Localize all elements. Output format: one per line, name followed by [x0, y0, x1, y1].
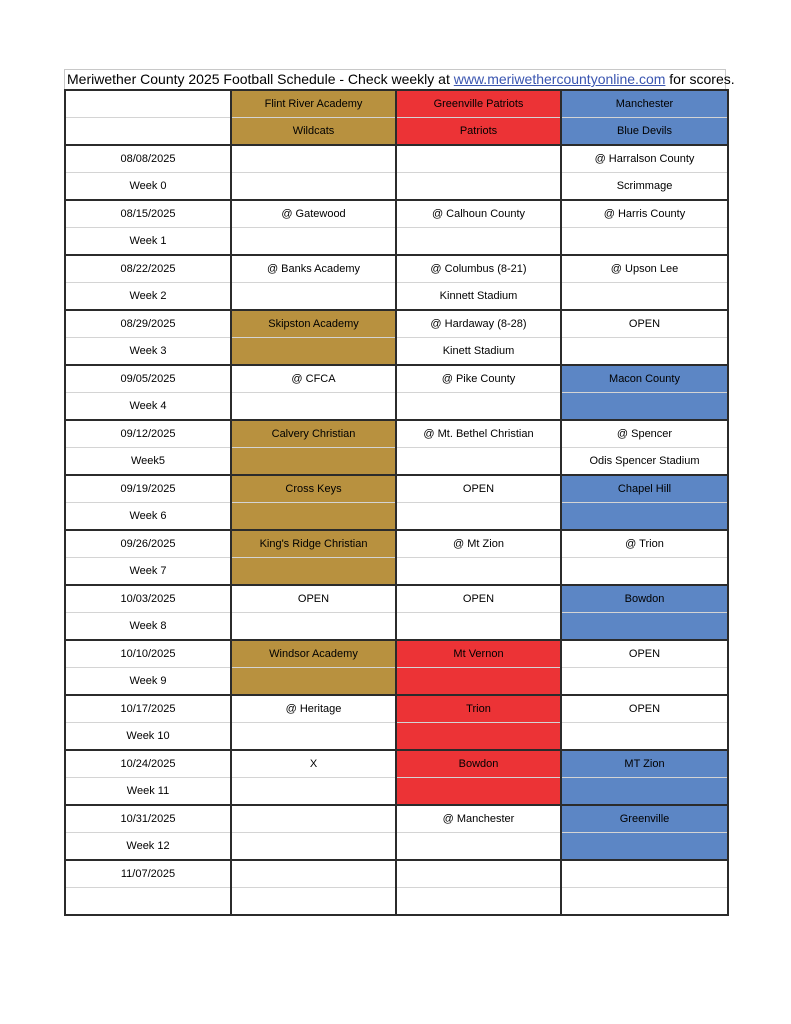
game-date: 09/05/2025: [65, 365, 231, 393]
week-row-bottom: [65, 778, 728, 806]
game-date: 10/31/2025: [65, 805, 231, 833]
week-row-top: [65, 200, 728, 228]
week-row-top: [65, 475, 728, 503]
game-cell-greenville: [396, 668, 561, 696]
game-cell-greenville: @ Mt. Bethel Christian: [396, 420, 561, 448]
game-cell-manchester: @ Trion: [561, 530, 728, 558]
game-cell-greenville: [396, 393, 561, 421]
title-suffix: for scores.: [665, 71, 735, 87]
week-row-bottom: [65, 503, 728, 531]
game-cell-greenville: [396, 723, 561, 751]
week-label: Week 12: [65, 833, 231, 861]
game-cell-greenville: @ Calhoun County: [396, 200, 561, 228]
game-cell-flint-river: [231, 338, 396, 366]
week-row-bottom: [65, 283, 728, 311]
game-cell-greenville: [396, 228, 561, 256]
game-cell-greenville: [396, 448, 561, 476]
game-cell-flint-river: @ CFCA: [231, 365, 396, 393]
game-cell-flint-river: OPEN: [231, 585, 396, 613]
week-row-top: [65, 310, 728, 338]
game-cell-manchester: @ Spencer: [561, 420, 728, 448]
week-row-bottom: [65, 173, 728, 201]
game-cell-greenville: [396, 613, 561, 641]
game-cell-greenville: Mt Vernon: [396, 640, 561, 668]
game-cell-flint-river: Skipston Academy: [231, 310, 396, 338]
week-label: Week 9: [65, 668, 231, 696]
game-cell-manchester: [561, 833, 728, 861]
game-cell-greenville: [396, 145, 561, 173]
game-cell-manchester: OPEN: [561, 695, 728, 723]
week-label: Week 10: [65, 723, 231, 751]
week-row-bottom: [65, 668, 728, 696]
game-cell-manchester: OPEN: [561, 310, 728, 338]
game-cell-greenville: [396, 558, 561, 586]
game-cell-flint-river: [231, 503, 396, 531]
game-cell-manchester: Macon County: [561, 365, 728, 393]
game-cell-greenville: Kinett Stadium: [396, 338, 561, 366]
game-cell-flint-river: [231, 888, 396, 916]
game-cell-greenville: [396, 503, 561, 531]
week-row-top: [65, 255, 728, 283]
game-date: 11/07/2025: [65, 860, 231, 888]
week-label: Week 6: [65, 503, 231, 531]
website-link[interactable]: www.meriwethercountyonline.com: [453, 71, 666, 87]
week-row-top: [65, 640, 728, 668]
game-cell-flint-river: [231, 145, 396, 173]
game-cell-flint-river: [231, 833, 396, 861]
game-cell-greenville: @ Mt Zion: [396, 530, 561, 558]
schedule-title: [64, 69, 735, 89]
game-cell-manchester: Scrimmage: [561, 173, 728, 201]
game-date: 10/10/2025: [65, 640, 231, 668]
game-cell-manchester: [561, 228, 728, 256]
week-row-bottom: [65, 393, 728, 421]
week-row-top: [65, 805, 728, 833]
game-cell-manchester: [561, 860, 728, 888]
game-cell-flint-river: X: [231, 750, 396, 778]
game-cell-manchester: [561, 338, 728, 366]
game-cell-manchester: Bowdon: [561, 585, 728, 613]
week-row-top: [65, 530, 728, 558]
game-cell-greenville: OPEN: [396, 585, 561, 613]
game-cell-greenville: [396, 173, 561, 201]
week-row-bottom: [65, 723, 728, 751]
game-date: 10/03/2025: [65, 585, 231, 613]
week-row-bottom: [65, 833, 728, 861]
team-name-manchester: Manchester: [561, 90, 728, 118]
game-cell-manchester: OPEN: [561, 640, 728, 668]
game-cell-manchester: [561, 558, 728, 586]
game-cell-manchester: Odis Spencer Stadium: [561, 448, 728, 476]
game-cell-greenville: @ Manchester: [396, 805, 561, 833]
week-label: Week5: [65, 448, 231, 476]
week-row-bottom: [65, 613, 728, 641]
week-row-bottom: [65, 888, 728, 916]
team-mascot-row: [65, 118, 728, 146]
week-label: Week 0: [65, 173, 231, 201]
team-mascot-manchester: Blue Devils: [561, 118, 728, 146]
game-cell-greenville: @ Columbus (8-21): [396, 255, 561, 283]
title-text: Meriwether County 2025 Football Schedule - Check weekly at: [67, 71, 454, 87]
game-cell-manchester: @ Upson Lee: [561, 255, 728, 283]
game-cell-greenville: [396, 778, 561, 806]
game-cell-flint-river: [231, 723, 396, 751]
week-row-bottom: [65, 448, 728, 476]
game-cell-flint-river: @ Gatewood: [231, 200, 396, 228]
game-cell-flint-river: [231, 860, 396, 888]
game-cell-manchester: [561, 723, 728, 751]
game-date: 08/08/2025: [65, 145, 231, 173]
week-row-top: [65, 750, 728, 778]
corner-cell: [65, 118, 231, 146]
game-cell-flint-river: [231, 393, 396, 421]
week-row-top: [65, 860, 728, 888]
week-row-top: [65, 145, 728, 173]
team-name-flint-river: Flint River Academy: [231, 90, 396, 118]
corner-cell: [65, 90, 231, 118]
game-cell-flint-river: [231, 283, 396, 311]
week-label: [65, 888, 231, 916]
game-cell-manchester: [561, 283, 728, 311]
game-cell-flint-river: Windsor Academy: [231, 640, 396, 668]
game-cell-greenville: [396, 888, 561, 916]
week-row-bottom: [65, 558, 728, 586]
game-date: 10/17/2025: [65, 695, 231, 723]
week-row-top: [65, 695, 728, 723]
game-cell-manchester: [561, 393, 728, 421]
game-cell-manchester: [561, 668, 728, 696]
game-cell-manchester: Chapel Hill: [561, 475, 728, 503]
game-cell-manchester: [561, 778, 728, 806]
game-cell-greenville: [396, 860, 561, 888]
team-mascot-greenville: Patriots: [396, 118, 561, 146]
game-cell-flint-river: [231, 228, 396, 256]
week-label: Week 11: [65, 778, 231, 806]
week-label: Week 4: [65, 393, 231, 421]
game-date: 08/15/2025: [65, 200, 231, 228]
team-name-greenville: Greenville Patriots: [396, 90, 561, 118]
game-cell-flint-river: @ Heritage: [231, 695, 396, 723]
game-cell-flint-river: [231, 448, 396, 476]
game-date: 09/26/2025: [65, 530, 231, 558]
game-cell-greenville: Trion: [396, 695, 561, 723]
game-cell-manchester: [561, 503, 728, 531]
week-label: Week 7: [65, 558, 231, 586]
game-cell-greenville: @ Hardaway (8-28): [396, 310, 561, 338]
game-cell-flint-river: [231, 778, 396, 806]
week-label: Week 1: [65, 228, 231, 256]
game-cell-flint-river: @ Banks Academy: [231, 255, 396, 283]
game-cell-manchester: @ Harris County: [561, 200, 728, 228]
game-cell-greenville: Kinnett Stadium: [396, 283, 561, 311]
game-cell-flint-river: [231, 613, 396, 641]
game-date: 08/22/2025: [65, 255, 231, 283]
game-date: 09/12/2025: [65, 420, 231, 448]
game-cell-greenville: OPEN: [396, 475, 561, 503]
game-date: 09/19/2025: [65, 475, 231, 503]
week-row-top: [65, 365, 728, 393]
game-cell-flint-river: Cross Keys: [231, 475, 396, 503]
week-label: Week 2: [65, 283, 231, 311]
game-cell-flint-river: [231, 668, 396, 696]
team-mascot-flint-river: Wildcats: [231, 118, 396, 146]
team-header-row: [65, 90, 728, 118]
game-date: 10/24/2025: [65, 750, 231, 778]
game-cell-flint-river: [231, 173, 396, 201]
game-cell-greenville: Bowdon: [396, 750, 561, 778]
game-cell-manchester: MT Zion: [561, 750, 728, 778]
game-cell-flint-river: [231, 805, 396, 833]
game-cell-flint-river: King's Ridge Christian: [231, 530, 396, 558]
game-date: 08/29/2025: [65, 310, 231, 338]
game-cell-manchester: @ Harralson County: [561, 145, 728, 173]
week-row-top: [65, 420, 728, 448]
game-cell-manchester: Greenville: [561, 805, 728, 833]
week-row-top: [65, 585, 728, 613]
game-cell-manchester: [561, 888, 728, 916]
game-cell-flint-river: Calvery Christian: [231, 420, 396, 448]
game-cell-flint-river: [231, 558, 396, 586]
week-label: Week 3: [65, 338, 231, 366]
week-row-bottom: [65, 228, 728, 256]
game-cell-manchester: [561, 613, 728, 641]
game-cell-greenville: [396, 833, 561, 861]
schedule-table: [64, 89, 729, 916]
week-row-bottom: [65, 338, 728, 366]
week-label: Week 8: [65, 613, 231, 641]
game-cell-greenville: @ Pike County: [396, 365, 561, 393]
